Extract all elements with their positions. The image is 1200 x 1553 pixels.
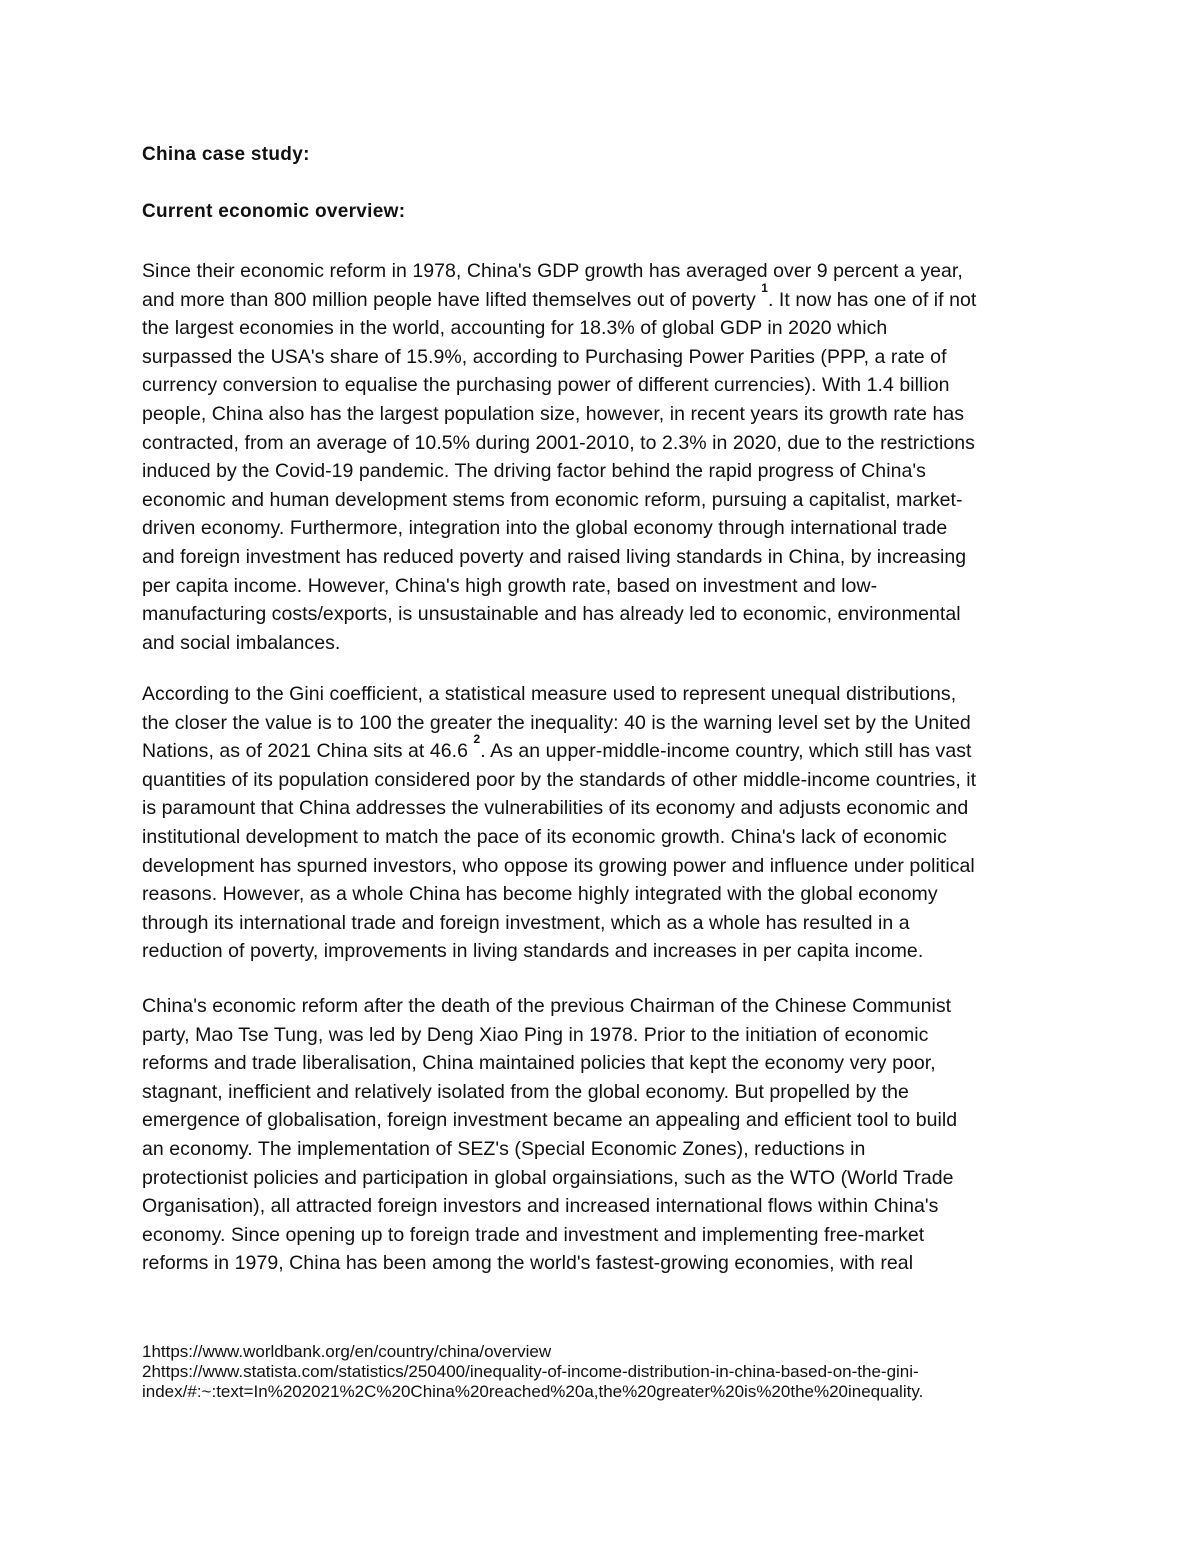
text-line: per capita income. However, China's high growth rate, based on investment and low- [142,574,878,597]
text-line: currency conversion to equalise the purchasing power of different currencies). With 1.4 billion [142,374,950,397]
text-line: induced by the Covid-19 pandemic. The driving factor behind the rapid progress of China's [142,460,926,483]
text-line: emergence of globalisation, foreign investment became an appealing and efficient tool to build [142,1109,958,1132]
text-line: development has spurned investors, who oppose its growing power and influence under political [142,854,975,877]
text-line: stagnant, inefficient and relatively isolated from the global economy. But propelled by the [142,1080,909,1103]
text-line: people, China also has the largest population size, however, in recent years its growth rate has [142,402,965,425]
text-line: party, Mao Tse Tung, was led by Deng Xiao Ping in 1978. Prior to the initiation of economic [142,1023,929,1046]
document-title: China case study: [142,144,310,165]
text-line: reduction of poverty, improvements in living standards and increases in per capita income. [142,940,924,963]
text-line: reforms and trade liberalisation, China maintained policies that kept the economy very poor, [142,1052,936,1075]
text-line: economic and human development stems from economic reform, pursuing a capitalist, market- [142,488,963,511]
text-segment: and more than 800 million people have lifted themselves out of poverty [142,288,762,311]
text-line: index/#:~:text=In%202021%2C%20China%20reached%20a,the%20greater%20is%20the%20inequality. [142,1382,924,1401]
text-segment: . As an upper-middle-income country, which still has vast [480,740,972,763]
text-line: is paramount that China addresses the vulnerabilities of its economy and adjusts economic and [142,797,969,820]
text-line: the largest economies in the world, accounting for 18.3% of global GDP in 2020 which [142,317,888,340]
footnote-reference: 2 [473,732,481,747]
paragraph-economic-overview [142,257,976,657]
section-heading: Current economic overview: [142,201,406,222]
paragraph-gini-coefficient [142,680,976,966]
text-line: Organisation), all attracted foreign investors and increased international flows within China's [142,1195,939,1218]
text-line: contracted, from an average of 10.5% during 2001-2010, to 2.3% in 2020, due to the restrictions [142,431,975,454]
text-line: the closer the value is to 100 the greater the inequality: 40 is the warning level set by the United [142,711,971,734]
text-line: and social imbalances. [142,631,341,654]
text-line: quantities of its population considered poor by the standards of other middle-income countries, it [142,768,977,791]
text-line: reasons. However, as a whole China has become highly integrated with the global economy [142,883,938,906]
paragraph-economic-reform [142,992,957,1278]
text-line: manufacturing costs/exports, is unsustainable and has already led to economic, environmental [142,603,961,626]
text-line: and foreign investment has reduced poverty and raised living standards in China, by increasing [142,545,967,568]
text-line: protectionist policies and participation in global orgainsiations, such as the WTO (World Trade [142,1166,954,1189]
text-line: economy. Since opening up to foreign trade and investment and implementing free-market [142,1223,925,1246]
text-line: According to the Gini coefficient, a statistical measure used to represent unequal distributions, [142,683,957,705]
text-line [142,280,977,315]
footnotes [142,1342,923,1402]
text-line: Since their economic reform in 1978, China's GDP growth has averaged over 9 percent a year, [142,260,963,282]
text-line [142,732,976,766]
text-line: driven economy. Furthermore, integration into the global economy through international trade [142,517,948,540]
text-line: surpassed the USA's share of 15.9%, according to Purchasing Power Parities (PPP, a rate of [142,345,947,368]
text-line: 2https://www.statista.com/statistics/250400/inequality-of-income-distribution-in-china-based-on-the-gini- [142,1362,919,1381]
footnote-reference: 1 [761,280,768,295]
text-line: China's economic reform after the death of the previous Chairman of the Chinese Communist [142,995,952,1017]
text-line: reforms in 1979, China has been among the world's fastest-growing economies, with real [142,1252,914,1275]
text-line: institutional development to match the pace of its economic growth. China's lack of economic [142,825,947,848]
text-line: 1https://www.worldbank.org/en/country/china/overview [142,1342,552,1361]
text-segment: Nations, as of 2021 China sits at 46.6 [142,740,474,763]
text-line: through its international trade and foreign investment, which as a whole has resulted in a [142,911,910,934]
text-line: an economy. The implementation of SEZ's (Special Economic Zones), reductions in [142,1137,866,1160]
text-segment: . It now has one of if not [767,288,977,311]
